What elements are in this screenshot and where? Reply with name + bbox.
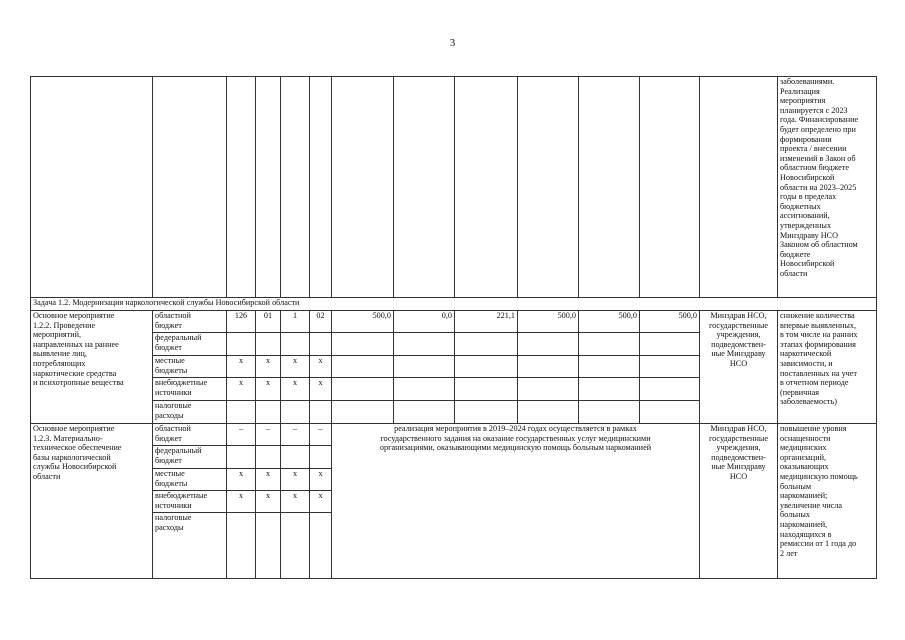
value-2022: 500,0	[518, 311, 579, 333]
cell	[640, 378, 700, 401]
cell	[310, 401, 332, 424]
task-row	[31, 298, 877, 311]
cell	[256, 446, 281, 469]
code-gv: 126	[227, 311, 256, 333]
cell	[227, 446, 256, 469]
continuation-row	[31, 77, 877, 298]
cell	[579, 401, 640, 424]
source-extra: внебюджетные источники	[153, 378, 227, 401]
cell	[281, 333, 310, 356]
code-cs: 02	[310, 311, 332, 333]
cell	[394, 378, 455, 401]
cell	[394, 333, 455, 356]
code-rz: 01	[256, 311, 281, 333]
cell	[455, 77, 518, 298]
source-regional: областной бюджет	[153, 311, 227, 333]
dash-mark: –	[310, 424, 332, 446]
activity1-executor: Минздрав НСО, государственные учреждения, подведомствен- ные Минздраву НСО	[700, 311, 778, 424]
cell	[455, 356, 518, 378]
cell	[579, 378, 640, 401]
cell	[332, 333, 394, 356]
cell	[640, 333, 700, 356]
activity2-result: повышение уровня оснащенности медицинских организаций, оказывающих медицинскую помощь больным наркоманией; увеличение числа больных наркоманией, находящихся в ремиссии от 1 года до 2 лет	[778, 424, 877, 579]
cell	[281, 513, 310, 579]
x-mark: х	[281, 356, 310, 378]
cell	[310, 513, 332, 579]
cell	[153, 77, 227, 298]
x-mark: х	[310, 378, 332, 401]
x-mark: х	[256, 469, 281, 491]
cell	[332, 356, 394, 378]
cell	[332, 378, 394, 401]
activity2-executor: Минздрав НСО, государственные учреждения, подведомствен- ные Минздраву НСО	[700, 424, 778, 579]
x-mark: х	[310, 356, 332, 378]
x-mark: х	[281, 378, 310, 401]
cell	[700, 77, 778, 298]
dash-mark: –	[256, 424, 281, 446]
cell	[256, 77, 281, 298]
activity1-name: Основное мероприятие 1.2.2. Проведение мероприятий, направленных на раннее выявление лиц, потребляющих наркотические средства и психотропные вещества	[31, 311, 153, 424]
top-note: заболеваниями. Реализация мероприятия планируется с 2023 года. Финансирование будет определено при формировании проекта / внесении изменений в Закон об областном бюджете Новосибирской области на 2023–2025 годы в пределах бюджетных ассигнований, утвержденных Минздраву НСО Законом об областном бюджете Новосибирской области	[778, 77, 877, 298]
value-2020: 0,0	[394, 311, 455, 333]
value-2024: 500,0	[640, 311, 700, 333]
x-mark: х	[281, 469, 310, 491]
cell	[518, 77, 579, 298]
activity2-row-regional	[31, 424, 877, 446]
cell	[640, 356, 700, 378]
cell	[256, 333, 281, 356]
value-2021: 221,1	[455, 311, 518, 333]
cell	[332, 401, 394, 424]
x-mark: х	[310, 469, 332, 491]
cell	[227, 401, 256, 424]
cell	[256, 513, 281, 579]
cell	[640, 77, 700, 298]
program-table	[30, 76, 877, 579]
source-local: местные бюджеты	[153, 356, 227, 378]
cell	[518, 378, 579, 401]
cell	[227, 77, 256, 298]
x-mark: х	[227, 378, 256, 401]
activity1-row-regional	[31, 311, 877, 333]
x-mark: х	[227, 356, 256, 378]
x-mark: х	[256, 491, 281, 513]
cell	[579, 333, 640, 356]
code-pr: 1	[281, 311, 310, 333]
cell	[640, 401, 700, 424]
cell	[332, 77, 394, 298]
cell	[281, 77, 310, 298]
cell	[31, 77, 153, 298]
cell	[518, 401, 579, 424]
cell	[394, 401, 455, 424]
cell	[227, 333, 256, 356]
x-mark: х	[256, 356, 281, 378]
x-mark: х	[281, 491, 310, 513]
source-tax: налоговые расходы	[153, 401, 227, 424]
cell	[227, 513, 256, 579]
source-extra: внебюджетные источники	[153, 491, 227, 513]
value-2023: 500,0	[579, 311, 640, 333]
x-mark: х	[227, 491, 256, 513]
cell	[455, 333, 518, 356]
cell	[455, 401, 518, 424]
value-2019: 500,0	[332, 311, 394, 333]
cell	[310, 333, 332, 356]
activity2-name: Основное мероприятие 1.2.3. Материально- техническое обеспечение базы наркологической службы Новосибирской области	[31, 424, 153, 579]
dash-mark: –	[227, 424, 256, 446]
source-regional: областной бюджет	[153, 424, 227, 446]
source-federal: федеральный бюджет	[153, 446, 227, 469]
cell	[281, 446, 310, 469]
x-mark: х	[256, 378, 281, 401]
source-tax: налоговые расходы	[153, 513, 227, 579]
x-mark: х	[227, 469, 256, 491]
page-number: 3	[449, 37, 456, 49]
cell	[310, 446, 332, 469]
cell	[579, 77, 640, 298]
activity2-note: реализация мероприятия в 2019–2024 годах осуществляется в рамках государственного задания на оказание государственных услуг медицинскими организациями, оказывающими медицинскую помощь больным наркоманией	[332, 424, 700, 579]
cell	[394, 356, 455, 378]
cell	[518, 356, 579, 378]
cell	[394, 77, 455, 298]
cell	[579, 356, 640, 378]
source-local: местные бюджеты	[153, 469, 227, 491]
x-mark: х	[310, 491, 332, 513]
task-title: Задача 1.2. Модернизация наркологической службы Новосибирской области	[31, 298, 877, 311]
cell	[310, 77, 332, 298]
cell	[281, 401, 310, 424]
cell	[518, 333, 579, 356]
dash-mark: –	[281, 424, 310, 446]
activity1-result: снижение количества впервые выявленных, в том числе на ранних этапах формирования наркотической зависимости, и поставленных на учет в отчетном периоде (первичная заболеваемость)	[778, 311, 877, 424]
cell	[256, 401, 281, 424]
cell	[455, 378, 518, 401]
source-federal: федеральный бюджет	[153, 333, 227, 356]
